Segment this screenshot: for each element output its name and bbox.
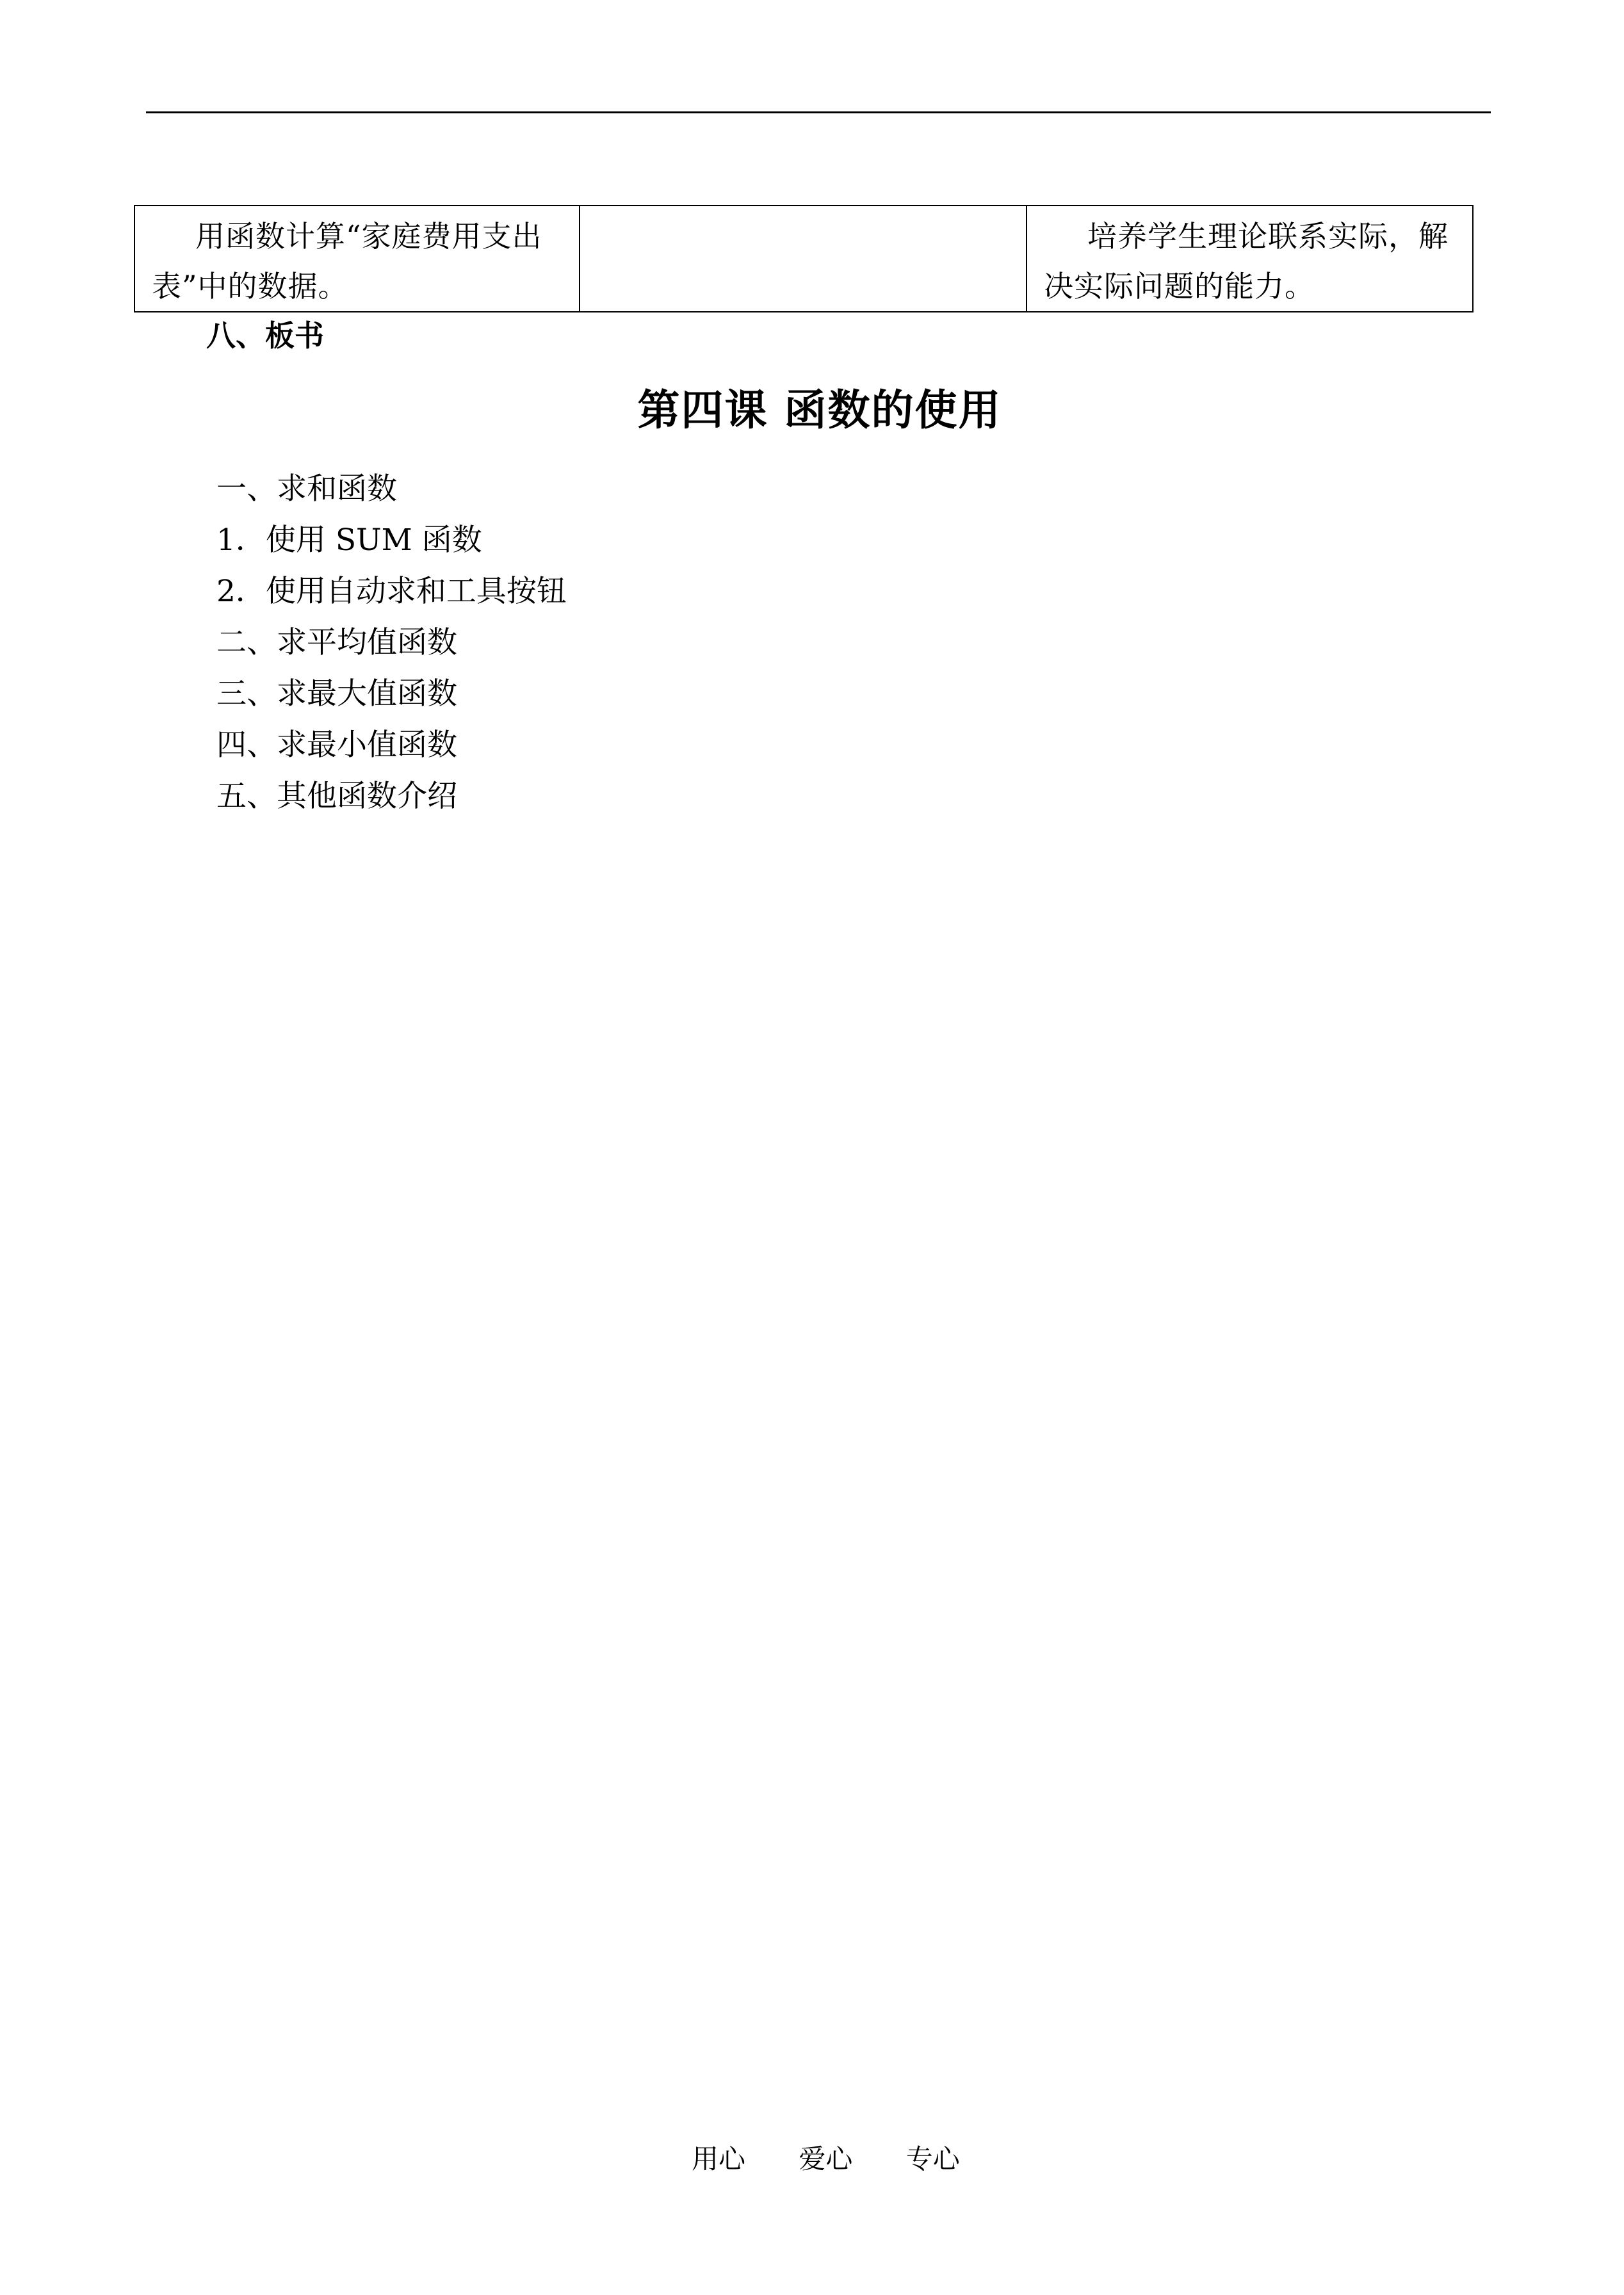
page-footer [692,2140,1005,2178]
header-rule [146,111,1491,113]
board-outline [216,464,567,822]
section-heading: 八、板书 [206,318,324,353]
outline-item: 三、求最大值函数 [216,676,457,711]
outline-item: 五、其他函数介绍 [216,779,457,814]
table-row [134,206,1473,312]
footer-text: 用心 [692,2143,746,2175]
activity-table [134,205,1474,312]
table-cell-activity: 用函数计算“家庭费用支出表”中的数据。 [134,206,580,312]
outline-item: 二、求平均值函数 [216,625,457,660]
table-cell-goal: 培养学生理论联系实际，解决实际问题的能力。 [1027,206,1473,312]
footer-text: 专心 [905,2143,960,2175]
outline-item: 四、求最小值函数 [216,727,457,763]
table-cell-student [580,206,1027,312]
lesson-title: 第四课 函数的使用 [637,385,1002,435]
footer-text: 爱心 [799,2143,853,2175]
outline-item: 2．使用自动求和工具按钮 [216,574,567,609]
outline-item: 一、求和函数 [216,471,397,507]
outline-item: 1．使用 SUM 函数 [216,523,482,558]
